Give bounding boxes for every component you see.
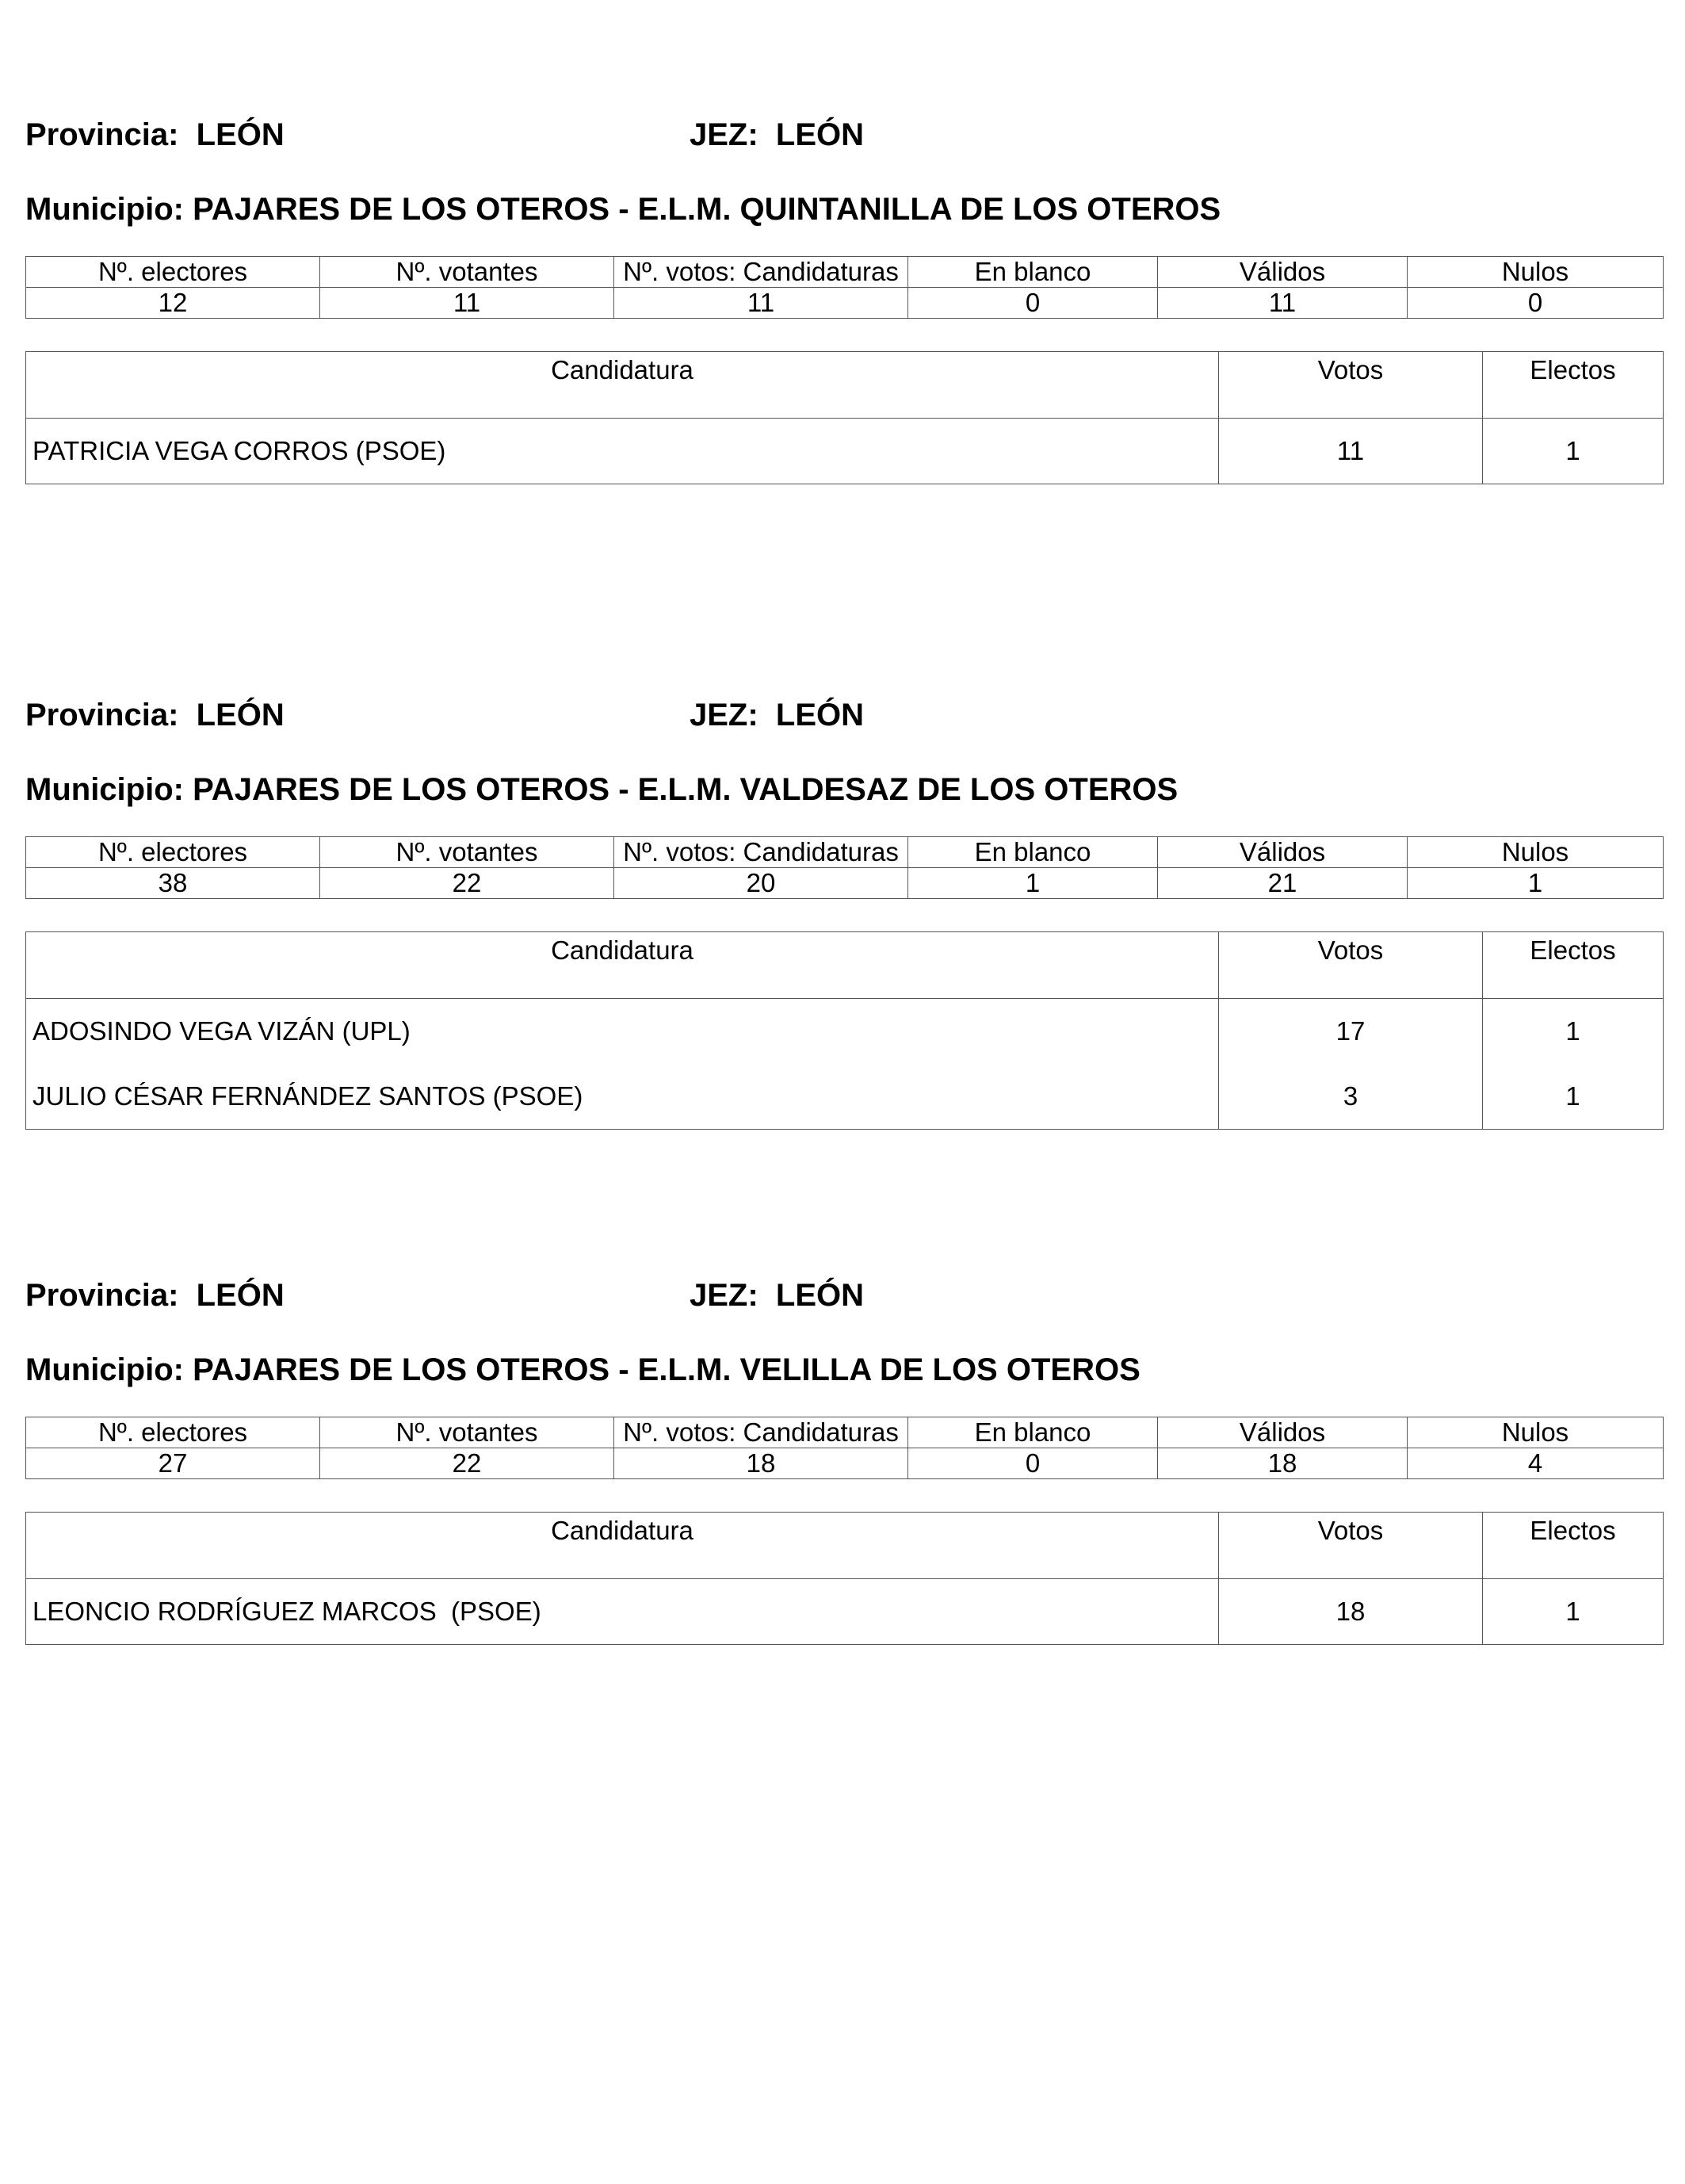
stats-header-cell: Nulos xyxy=(1408,837,1664,868)
candidate-row xyxy=(26,1579,1664,1645)
municipio-label: Municipio: xyxy=(25,1352,184,1387)
electos-header: Electos xyxy=(1483,1513,1664,1579)
stats-header-cell: En blanco xyxy=(908,257,1158,288)
jez-line xyxy=(690,117,864,153)
candidate-row xyxy=(26,419,1664,484)
votos-header: Votos xyxy=(1219,352,1483,419)
candidate-row xyxy=(26,999,1664,1065)
municipio-value: PAJARES DE LOS OTEROS - E.L.M. VELILLA DE LOS OTEROS xyxy=(193,1352,1141,1387)
candidate-votos: 3 xyxy=(1219,1064,1483,1130)
stats-value-cell: 11 xyxy=(1158,288,1408,319)
stats-header-cell: En blanco xyxy=(908,1417,1158,1448)
stats-header-cell: Nº. electores xyxy=(26,1417,320,1448)
provincia-label: Provincia: xyxy=(25,117,179,152)
municipio-label: Municipio: xyxy=(25,772,184,807)
provincia-value: LEÓN xyxy=(196,698,285,732)
stats-header-row xyxy=(26,837,1664,868)
stats-header-cell: Válidos xyxy=(1158,837,1408,868)
stats-header-row xyxy=(26,257,1664,288)
candidatura-header: Candidatura xyxy=(26,352,1219,419)
jez-label: JEZ: xyxy=(690,1278,758,1313)
candidatura-header: Candidatura xyxy=(26,932,1219,999)
stats-header-cell: Nulos xyxy=(1408,257,1664,288)
stats-table xyxy=(25,1417,1664,1479)
stats-header-cell: Nulos xyxy=(1408,1417,1664,1448)
stats-value-cell: 27 xyxy=(26,1448,320,1479)
jez-label: JEZ: xyxy=(690,698,758,732)
provincia-value: LEÓN xyxy=(196,1278,285,1313)
votos-header: Votos xyxy=(1219,932,1483,999)
electos-header: Electos xyxy=(1483,932,1664,999)
stats-value-cell: 18 xyxy=(1158,1448,1408,1479)
candidates-table xyxy=(25,1512,1664,1645)
candidates-header-row xyxy=(26,352,1664,419)
stats-value-cell: 0 xyxy=(908,288,1158,319)
provincia-label: Provincia: xyxy=(25,698,179,732)
stats-value-cell: 22 xyxy=(320,1448,614,1479)
section-heading xyxy=(25,117,1663,165)
candidate-votos: 11 xyxy=(1219,419,1483,484)
stats-value-cell: 21 xyxy=(1158,868,1408,899)
electos-header: Electos xyxy=(1483,352,1664,419)
jez-line xyxy=(690,698,864,733)
stats-value-cell: 20 xyxy=(614,868,908,899)
municipio-line xyxy=(25,192,1221,228)
stats-header-cell: Nº. votos: Candidaturas xyxy=(614,257,908,288)
provincia-line xyxy=(25,698,285,733)
candidates-header-row xyxy=(26,932,1664,999)
candidate-row xyxy=(26,1064,1664,1130)
provincia-line xyxy=(25,1278,285,1314)
section-heading xyxy=(25,1278,1663,1325)
stats-value-cell: 1 xyxy=(1408,868,1664,899)
jez-value: LEÓN xyxy=(775,117,865,152)
stats-table xyxy=(25,836,1664,899)
municipio-line xyxy=(25,772,1178,808)
stats-header-cell: En blanco xyxy=(908,837,1158,868)
candidate-electos: 1 xyxy=(1483,1064,1664,1130)
candidates-table xyxy=(25,931,1664,1130)
candidatura-header: Candidatura xyxy=(26,1513,1219,1579)
stats-value-cell: 4 xyxy=(1408,1448,1664,1479)
candidate-name: JULIO CÉSAR FERNÁNDEZ SANTOS (PSOE) xyxy=(26,1064,1219,1130)
stats-value-row xyxy=(26,1448,1664,1479)
stats-header-cell: Nº. votos: Candidaturas xyxy=(614,1417,908,1448)
section-heading xyxy=(25,698,1663,745)
candidate-electos: 1 xyxy=(1483,999,1664,1065)
candidate-electos: 1 xyxy=(1483,1579,1664,1645)
stats-header-cell: Nº. votos: Candidaturas xyxy=(614,837,908,868)
stats-value-cell: 11 xyxy=(320,288,614,319)
provincia-label: Provincia: xyxy=(25,1278,179,1313)
stats-header-cell: Nº. electores xyxy=(26,257,320,288)
stats-value-cell: 1 xyxy=(908,868,1158,899)
stats-header-cell: Válidos xyxy=(1158,257,1408,288)
candidate-electos: 1 xyxy=(1483,419,1664,484)
stats-header-cell: Nº. votantes xyxy=(320,837,614,868)
stats-header-cell: Nº. votantes xyxy=(320,257,614,288)
stats-value-row xyxy=(26,868,1664,899)
votos-header: Votos xyxy=(1219,1513,1483,1579)
stats-header-cell: Nº. electores xyxy=(26,837,320,868)
stats-value-cell: 0 xyxy=(1408,288,1664,319)
jez-value: LEÓN xyxy=(775,698,865,732)
municipio-line xyxy=(25,1352,1141,1388)
candidate-name: PATRICIA VEGA CORROS (PSOE) xyxy=(26,419,1219,484)
candidate-votos: 17 xyxy=(1219,999,1483,1065)
stats-header-row xyxy=(26,1417,1664,1448)
stats-value-row xyxy=(26,288,1664,319)
stats-value-cell: 22 xyxy=(320,868,614,899)
stats-header-cell: Válidos xyxy=(1158,1417,1408,1448)
provincia-line xyxy=(25,117,285,153)
candidates-header-row xyxy=(26,1513,1664,1579)
candidates-table xyxy=(25,351,1664,484)
stats-value-cell: 11 xyxy=(614,288,908,319)
jez-label: JEZ: xyxy=(690,117,758,152)
municipio-value: PAJARES DE LOS OTEROS - E.L.M. QUINTANILLA DE LOS OTEROS xyxy=(193,192,1221,227)
candidate-name: LEONCIO RODRÍGUEZ MARCOS (PSOE) xyxy=(26,1579,1219,1645)
stats-value-cell: 0 xyxy=(908,1448,1158,1479)
jez-value: LEÓN xyxy=(775,1278,865,1313)
jez-line xyxy=(690,1278,864,1314)
provincia-value: LEÓN xyxy=(196,117,285,152)
candidate-name: ADOSINDO VEGA VIZÁN (UPL) xyxy=(26,999,1219,1065)
candidate-votos: 18 xyxy=(1219,1579,1483,1645)
municipio-label: Municipio: xyxy=(25,192,184,227)
municipio-value: PAJARES DE LOS OTEROS - E.L.M. VALDESAZ DE LOS OTEROS xyxy=(193,772,1179,807)
stats-value-cell: 12 xyxy=(26,288,320,319)
stats-value-cell: 18 xyxy=(614,1448,908,1479)
stats-header-cell: Nº. votantes xyxy=(320,1417,614,1448)
stats-value-cell: 38 xyxy=(26,868,320,899)
stats-table xyxy=(25,256,1664,319)
